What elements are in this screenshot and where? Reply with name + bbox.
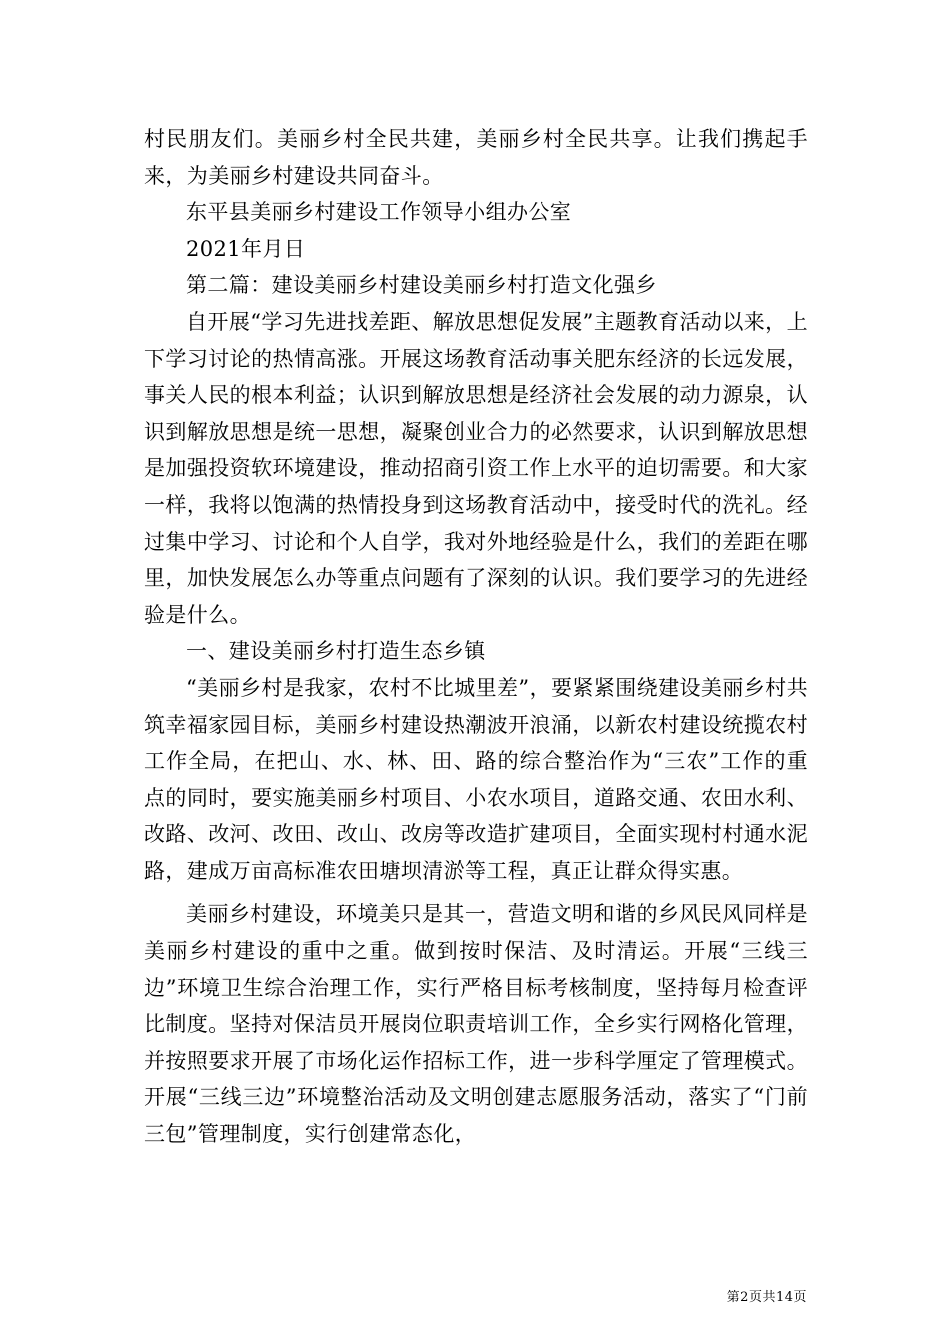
paragraph-civilization: 美丽乡村建设，环境美只是其一，营造文明和谐的乡风民风同样是美丽乡村建设的重中之重。做到按时保洁、及时清运。开展“三线三边”环境卫生综合治理工作，实行严格目标考核制度，坚持每月检查评比制度。坚持对保洁员开展岗位职责培训工作，全乡实行网格化管理，并按照要求开展了市场化运作招标工作，进一步科学厘定了管理模式。开展“三线三边”环境整治活动及文明创建志愿服务活动，落实了“门前三包”管理制度，实行创建常态化，: [144, 902, 808, 1147]
section-title: 第二篇：建设美丽乡村建设美丽乡村打造文化强乡: [186, 273, 657, 298]
section-heading-1: 一、建设美丽乡村打造生态乡镇: [186, 639, 486, 664]
page-number: 第2页共14页: [726, 1290, 807, 1305]
signature-organization: 东平县美丽乡村建设工作领导小组办公室: [186, 200, 572, 225]
paragraph-continuation: 村民朋友们。美丽乡村全民共建，美丽乡村全民共享。让我们携起手来，为美丽乡村建设共同奋斗。: [144, 127, 808, 188]
signature-date: 2021年月日: [186, 236, 306, 261]
document-body: [144, 121, 808, 1153]
paragraph-ecology: “美丽乡村是我家，农村不比城里差”，要紧紧围绕建设美丽乡村共筑幸福家园目标，美丽乡村建设热潮波开浪涌，以新农村建设统揽农村工作全局，在把山、水、林、田、路的综合整治作为“三农”工作的重点的同时，要实施美丽乡村项目、小农水项目，道路交通、农田水利、改路、改河、改田、改山、改房等改造扩建项目，全面实现村村通水泥路，建成万亩高标准农田塘坝清淤等工程，真正让群众得实惠。: [144, 675, 808, 883]
paragraph-intro: 自开展“学习先进找差距、解放思想促发展”主题教育活动以来，上下学习讨论的热情高涨。开展这场教育活动事关肥东经济的长远发展，事关人民的根本利益；认识到解放思想是经济社会发展的动力源泉，认识到解放思想是统一思想，凝聚创业合力的必然要求，认识到解放思想是加强投资软环境建设，推动招商引资工作上水平的迫切需要。和大家一样，我将以饱满的热情投身到这场教育活动中，接受时代的洗礼。经过集中学习、讨论和个人自学，我对外地经验是什么，我们的差距在哪里，加快发展怎么办等重点问题有了深刻的认识。我们要学习的先进经验是什么。: [144, 309, 808, 627]
